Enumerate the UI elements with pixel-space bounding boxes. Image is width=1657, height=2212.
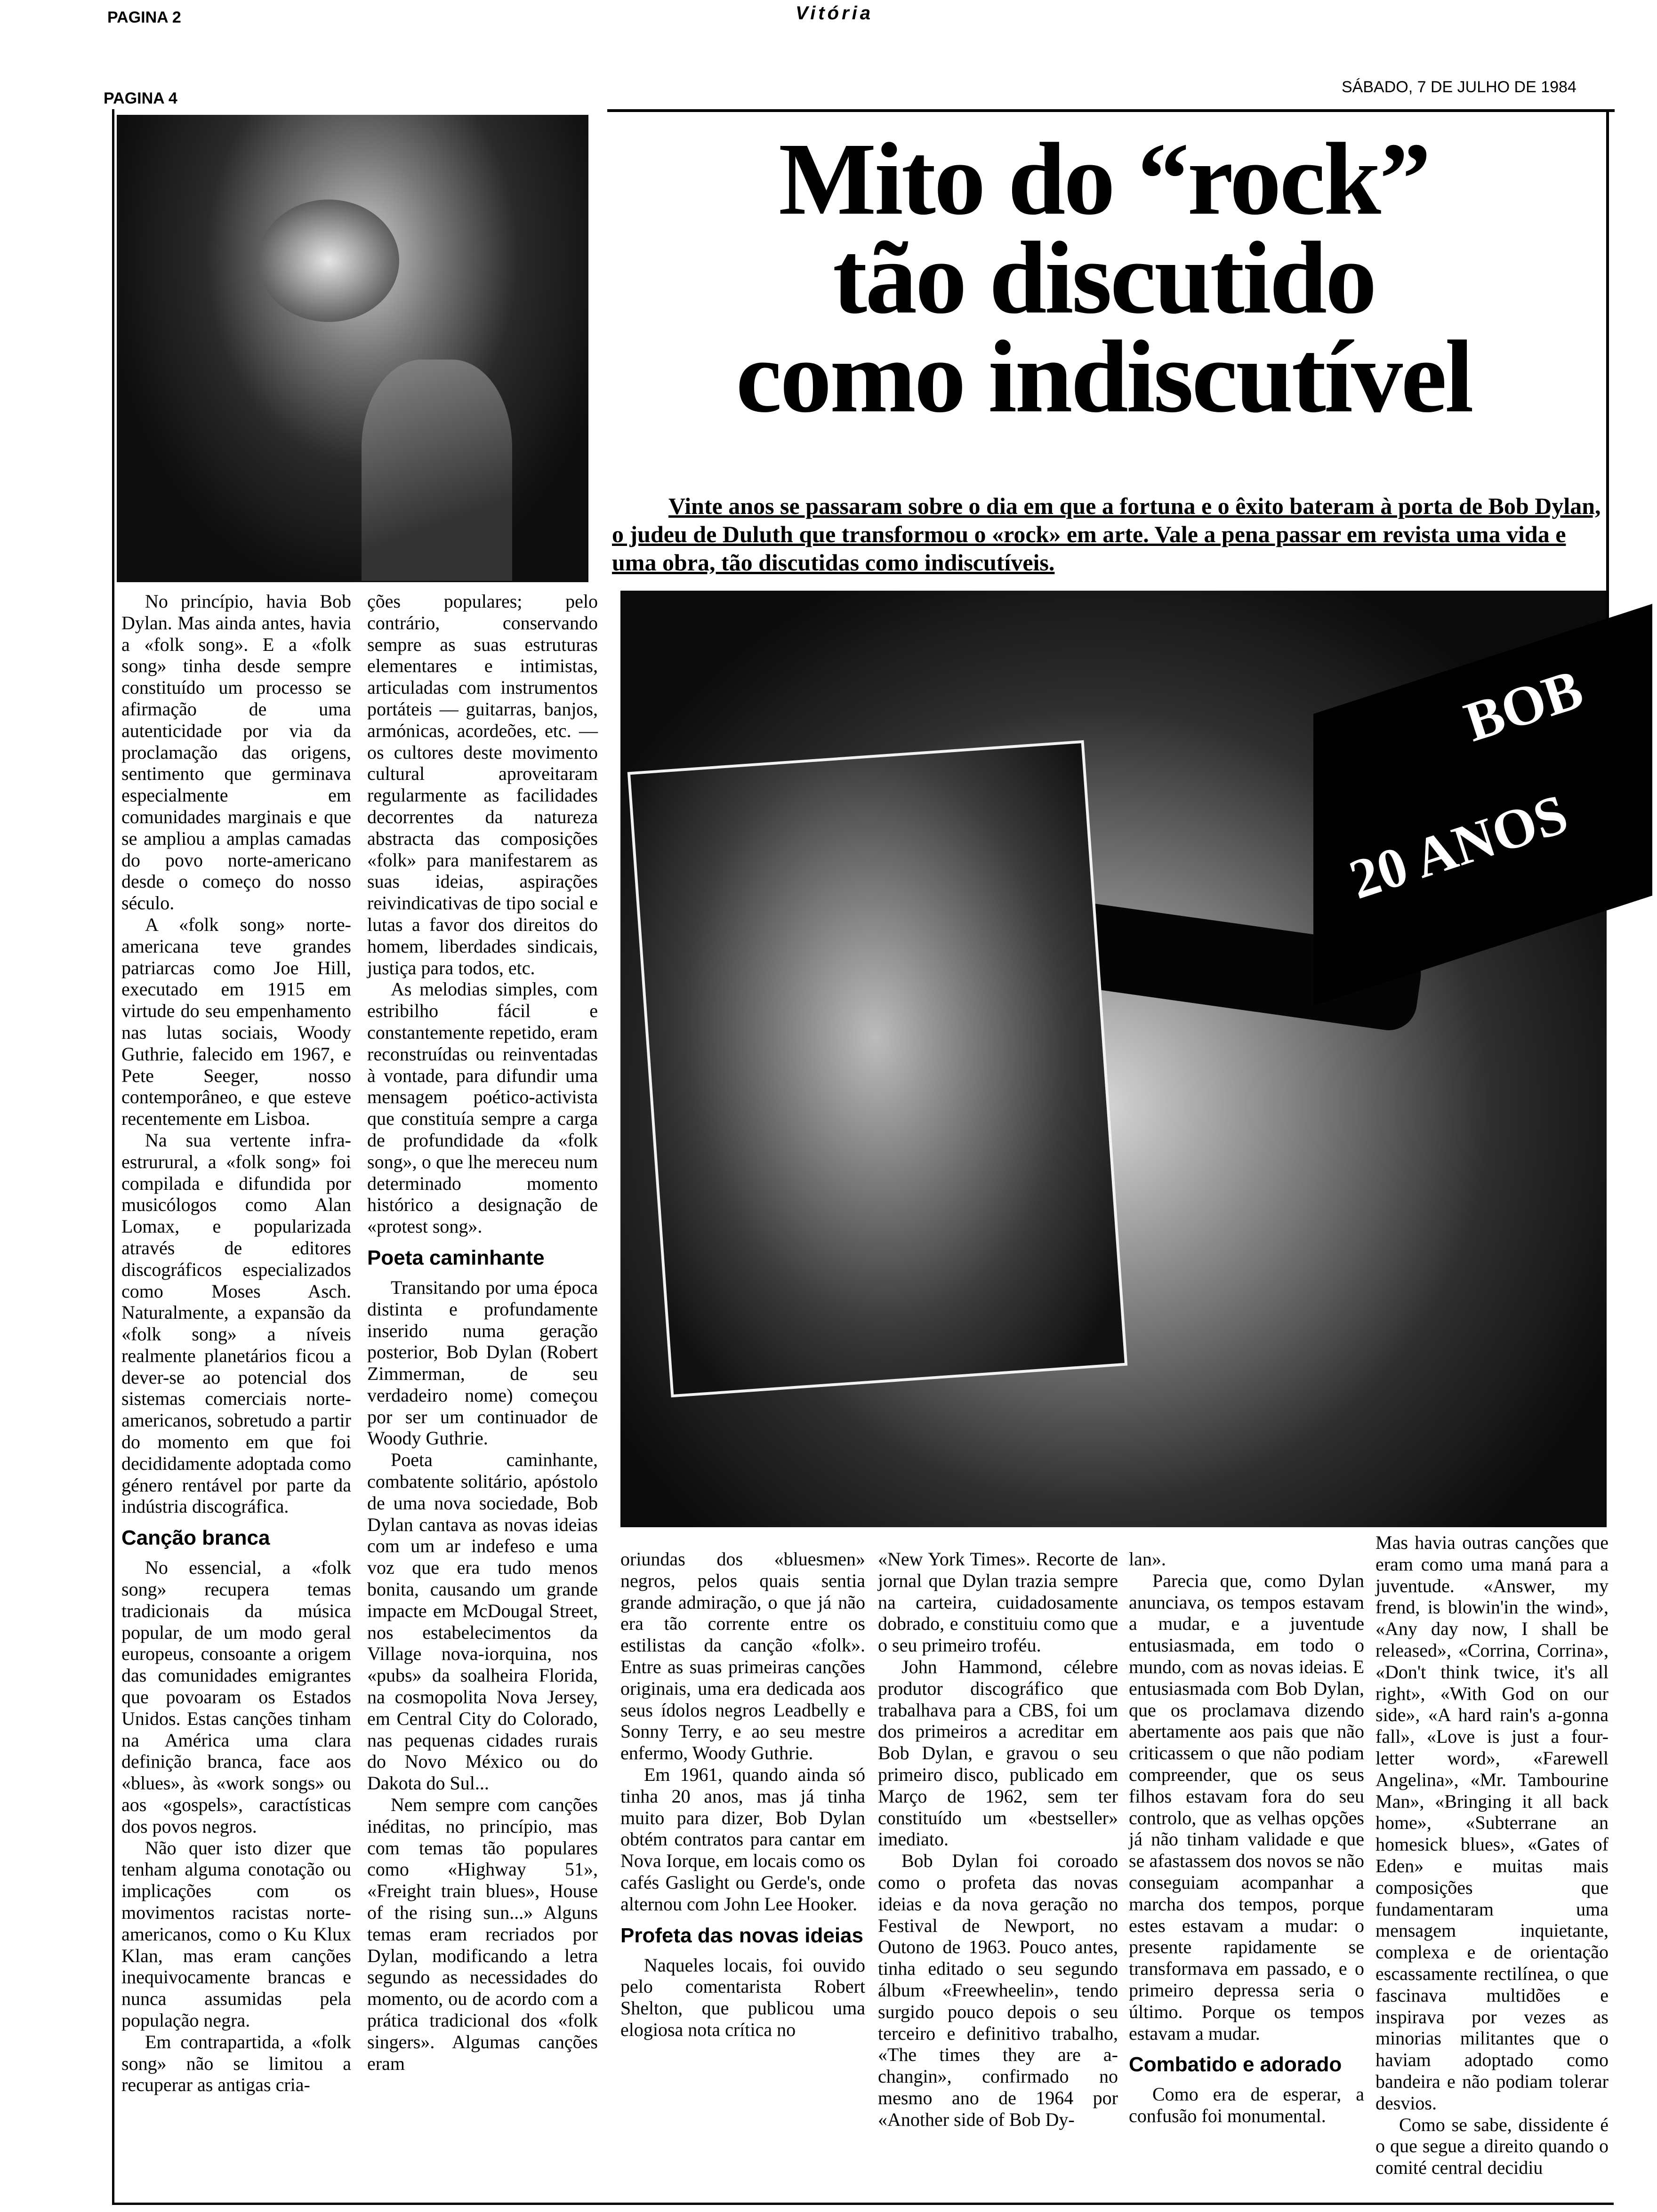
paragraph: Na sua vertente infra-estrurural, a «folk song» foi compilada e difundida por musicólogos como Alan Lomax, e popularizada através de editores discográficos especializados como Moses Asch. Naturalmente, a expansão da «folk song» a níveis realmente planetários ficou a dever-se ao potencial dos sistemas comerciais norte-americanos, sobretudo a partir do momento em que foi decididamente adoptada como género rentável por parte da indústria discográfica. <box>121 1129 351 1517</box>
paragraph: As melodias simples, com estribilho fácil e constantemente repetido, eram reconstruídas ou reinventadas à vontade, para difundir uma mensagem poético-activista que constituía sempre a carga de profundidade da «folk song», o que lhe mereceu num determinado momento histórico a designação de «protest song». <box>367 978 598 1237</box>
page-label: PAGINA 4 <box>104 89 177 107</box>
bottom-rule <box>112 2203 1614 2205</box>
column-4 <box>878 1548 1118 2131</box>
paragraph: No princípio, havia Bob Dylan. Mas ainda antes, havia a «folk song». E a «folk song» tinha desde sempre constituído um processo se afirmação de uma autenticidade por via da proclamação das origens, sentimento que germinava especialmente em comunidades marginais e que se ampliou a amplas camadas do povo norte-americano desde o começo do nosso século. <box>121 591 351 914</box>
top-page-label: PAGINA 2 <box>107 8 181 26</box>
paragraph: John Hammond, célebre produtor discográfico que trabalhava para a CBS, foi um dos primeiros a acreditar em Bob Dylan, e gravou o seu primeiro disco, publicado em Março de 1962, sem ter constituído um «bestseller» imediato. <box>878 1656 1118 1850</box>
subhead-combatido-e-adorado: Combatido e adorado <box>1129 2053 1342 2076</box>
paragraph: No essencial, a «folk song» recupera temas tradicionais da música popular, de um modo geral europeus, consoante a origem das comunidades emigrantes que povoaram os Estados Unidos. Estas canções tinham na América uma clara definição branca, face aos «blues», às «work songs» ou aos «gospels», caractísticas dos povos negros. <box>121 1557 351 1837</box>
badge-line-2: 20 ANOS <box>1342 782 1575 911</box>
paragraph: lan». <box>1129 1548 1166 1570</box>
paragraph: Em contrapartida, a «folk song» não se limitou a recuperar as antigas cria- <box>121 2031 351 2096</box>
paragraph: Poeta caminhante, combatente solitário, apóstolo de uma nova sociedade, Bob Dylan cantava as novas ideias com um ar indefeso e uma voz que era tudo menos bonita, causando um grande impacte em McDougal Street, nos estabelecimentos da Village nova-iorquina, nos «pubs» da soalheira Florida, na cosmopolita Nova Jersey, em Central City do Colorado, nas pequenas cidades rurais do Novo México ou do Dakota do Sul... <box>367 1449 598 1794</box>
paragraph: Parecia que, como Dylan anunciava, os tempos estavam a mudar, e a juventude entusiasmada, em todo o mundo, com as novas ideias. E entusiasmada com Bob Dylan, que os proclamava dizendo abertamente aos pais que não criticassem o que não podiam compreender, que os seus filhos estavam fora do seu controlo, que as velhas opções já não tinham validade e que se afastassem dos novos se não conseguiam acompanhar a marcha dos tempos, porque estes estavam a mudar: o presente rapidamente se transformava em passado, e o primeiro depressa seria o último. Porque os tempos estavam a mudar. <box>1129 1570 1364 2044</box>
paragraph: Nem sempre com canções inéditas, no princípio, mas com temas tão populares como «Highway 51», «Freight train blues», House of the rising sun...» Alguns temas eram recriados por Dylan, modificando a letra segundo as necessidades do momento, ou de acordo com a prática tradicional dos «folk singers». Algumas canções eram <box>367 1794 598 2074</box>
column-5 <box>1129 1548 1364 2127</box>
headline-line-2: tão discutido <box>832 220 1375 335</box>
column-2 <box>367 591 598 2074</box>
left-rule <box>112 109 114 2204</box>
masthead: Vitória <box>796 3 873 24</box>
paragraph: A «folk song» norte-americana teve grandes patriarcas como Joe Hill, executado em 1915 em virtude do seu empenhamento nas lutas sociais, Woody Guthrie, falecido em 1967, e Pete Seeger, nosso contemporâneo, e que esteve recentemente em Lisboa. <box>121 914 351 1130</box>
date-line: SÁBADO, 7 DE JULHO DE 1984 <box>1342 78 1577 96</box>
paragraph: Naqueles locais, foi ouvido pelo comentarista Robert Shelton, que publicou uma elogiosa nota crítica no <box>620 1954 865 2040</box>
headline-line-1: Mito do “rock” <box>778 121 1430 236</box>
column-1 <box>121 591 351 2096</box>
photo-dylan-harmonica <box>117 115 588 582</box>
column-6 <box>1375 1532 1609 2179</box>
paragraph: Não quer isto dizer que tenham alguma conotação ou implicações com os movimentos racistas norte-americanos, como o Ku Klux Klan, mas eram canções inequivocamente brancas e nunca assumidas pela população negra. <box>121 1837 351 2031</box>
deck-subheadline: Vinte anos se passaram sobre o dia em que a fortuna e o êxito bateram à porta de Bob Dylan, o judeu de Duluth que transformou o «rock» em arte. Vale a pena passar em revista uma vida e uma obra, tão discutidas como indiscutíveis. <box>612 493 1601 576</box>
paragraph: Como se sabe, dissidente é o que segue a direito quando o comité central decidiu <box>1375 2114 1609 2179</box>
paragraph: Transitando por uma época distinta e profundamente inserido numa geração posterior, Bob Dylan (Robert Zimmerman, de seu verdadeiro nome) começou por ser um continuador de Woody Guthrie. <box>367 1276 598 1449</box>
headline <box>612 121 1596 434</box>
paragraph: oriundas dos «bluesmen» negros, pelos quais sentia grande admiração, o que já não era tão corrente entre os estilistas da canção «folk». Entre as suas primeiras canções originais, uma era dedicada aos seus ídolos negros Leadbelly e Sonny Terry, e ao seu mestre enfermo, Woody Guthrie. <box>620 1548 865 1764</box>
paragraph: Bob Dylan foi coroado como o profeta das novas ideias e da nova geração no Festival de Newport, no Outono de 1963. Pouco antes, tinha editado o seu segundo álbum «Freewheelin», tendo surgido pouco depois o seu terceiro e definitivo trabalho, «The times they are a-changin», confirmado no mesmo ano de 1964 por «Another side of Bob Dy- <box>878 1850 1118 2130</box>
subhead-profeta-das-novas-ideias: Profeta das novas ideias <box>620 1923 863 1947</box>
paragraph: Como era de esperar, a confusão foi monumental. <box>1129 2084 1364 2127</box>
badge-line-1: BOB <box>1457 657 1590 753</box>
headline-line-3: como indiscutível <box>736 319 1472 434</box>
paragraph: «New York Times». Recorte de jornal que Dylan trazia sempre na carteira, cuidadosamente dobrado, e constituiu como que o seu primeiro troféu. <box>878 1548 1118 1656</box>
subhead-cancao-branca: Canção branca <box>121 1526 270 1550</box>
paragraph: Mas havia outras canções que eram como uma maná para a juventude. «Answer, my frend, is blowin'in the wind», «Any day now, I shall be released», «Corrina, Corrina», «Don't think twice, it's all right», «With God on our side», «A hard rain's a-gonna fall», «Love is just a four-letter word», «Farewell Angelina», «Mr. Tambourine Man», «Bringing it all back home», «Subterrane an homesick blues», «Gates of Eden» e muitas mais composições que fundamentaram uma mensagem inquietante, complexa e de orientação escassamente rectilínea, o que fascinava multidões e inspirava por vezes as minorias militantes que o haviam adoptado como bandeira e não podiam tolerar desvios. <box>1375 1532 1609 2114</box>
subhead-poeta-caminhante: Poeta caminhante <box>367 1246 545 1269</box>
paragraph: Em 1961, quando ainda só tinha 20 anos, mas já tinha muito para dizer, Bob Dylan obtém contratos para cantar em Nova Iorque, em locais como os cafés Gaslight ou Gerde's, onde alternou com John Lee Hooker. <box>620 1763 865 1915</box>
paragraph: ções populares; pelo contrário, conservando sempre as suas estruturas elementares e intimistas, articuladas com instrumentos portáteis — guitarras, banjos, armónicas, acordeões, etc. — os cultores deste movimento cultural aproveitaram regularmente as facilidades decorrentes da natureza abstracta das composições «folk» para manifestarem as suas ideias, aspirações reivindicativas de tipo social e lutas a favor dos direitos do homem, liberdades sindicais, justiça para todos, etc. <box>367 591 598 978</box>
column-3 <box>620 1548 865 2041</box>
top-rule <box>607 109 1615 112</box>
